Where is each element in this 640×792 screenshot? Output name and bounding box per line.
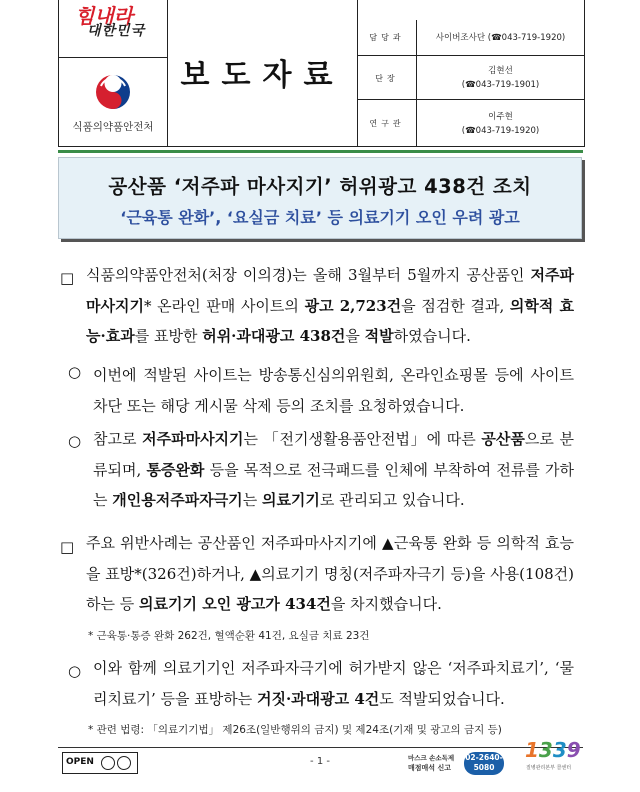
emphasis-text: 의학적 효능·효과 — [86, 296, 575, 345]
emphasis-text: 의료기기 오인 광고가 434건 — [139, 595, 331, 613]
contact-label: 단장 — [358, 56, 417, 100]
doc-type-cell — [168, 0, 358, 146]
slogan-line1: 힘내라 — [75, 4, 133, 28]
contact-label: 담당과 — [358, 20, 417, 55]
contact-line: (☎043-719-1901) — [461, 80, 540, 90]
press-header — [58, 0, 585, 147]
body-text: 등을 목적으로 전극패드를 인체에 부착하여 전류를 가하는 — [93, 460, 574, 509]
paragraph-5 — [93, 653, 574, 714]
body-text: 이와 함께 의료기기인 저주파자극기에 허가받지 않은 ‘저주파치료기’, ‘물리치료기’ 등을 표방하는 — [93, 659, 574, 708]
headline-box — [58, 157, 582, 239]
main-headline: 공산품 ‘저주파 마사지기’ 허위광고 438건 조치 — [108, 175, 532, 198]
body-text: 하였습니다. — [393, 327, 471, 345]
body-text: 로 관리되고 있습니다. — [319, 491, 465, 509]
government-emblem-icon — [95, 74, 131, 110]
emphasis-text: 적발 — [364, 327, 394, 345]
square-bullet: □ — [60, 269, 75, 287]
open-label: OPEN — [66, 757, 94, 767]
body-text: 주요 위반사례는 공산품인 저주파마사지기에 ▲근육통 완화 등 의학적 효능을 표방*(326건)하거나, ▲의료기기 명칭(저주파자극기 등)을 사용(108건)하는 등 — [86, 534, 574, 613]
emphasis-text: 허위·과대광고 438건 — [202, 327, 346, 345]
contact-table — [358, 0, 584, 146]
green-rule-top — [58, 150, 583, 153]
emphasis-text: 저주파마사지기 — [86, 266, 574, 315]
contact-value — [417, 100, 584, 147]
body-text: 를 표방한 — [134, 327, 203, 345]
body-text: 식품의약품안전처(처장 이의경)는 올해 3월부터 5월까지 공산품인 — [86, 266, 531, 284]
contact-row-department — [358, 0, 584, 55]
paragraph-1 — [86, 260, 574, 352]
body-text: 도 적발되었습니다. — [379, 689, 505, 708]
sub-headline: ‘근육통 완화’, ‘요실금 치료’ 등 의료기기 오인 우려 광고 — [120, 208, 520, 227]
emphasis-text: 광고 2,723건 — [304, 296, 402, 315]
contact-line: 이주현 — [488, 111, 513, 122]
footer-rule — [58, 747, 583, 748]
contact-line: 사이버조사단 (☎043-719-1920) — [435, 32, 566, 43]
body-text: 참고로 — [93, 430, 143, 448]
emphasis-text: 거짓·과대광고 4건 — [256, 689, 380, 708]
hotline-digit: 3 — [538, 738, 553, 762]
report-line2: 매점매석 신고 — [408, 764, 452, 772]
divider — [59, 57, 167, 58]
body-text: * 온라인 판매 사이트의 — [143, 296, 305, 315]
slogan-logo — [67, 0, 159, 52]
hotline-digit: 1 — [525, 738, 539, 762]
contact-value — [417, 56, 584, 100]
contact-row-head — [358, 55, 584, 100]
body-text: 는 「전기생활용품안전법」에 따른 — [243, 430, 482, 448]
paragraph-3 — [93, 424, 574, 516]
report-line1: 마스크 손소독제 — [408, 754, 455, 762]
body-text: 을 점검한 결과, — [401, 296, 510, 315]
logo-cell — [59, 0, 168, 146]
contact-label: 연구관 — [358, 100, 417, 147]
circle-bullet: ○ — [68, 432, 82, 450]
hotline-1339-logo — [525, 738, 581, 762]
emphasis-text: 의료기기 — [261, 491, 320, 509]
square-bullet: □ — [60, 538, 75, 556]
body-text: 는 — [242, 491, 262, 509]
paragraph-4 — [86, 528, 574, 620]
contact-line: 김현선 — [488, 66, 513, 76]
contact-line: (☎043-719-1920) — [461, 125, 540, 136]
paragraph-2 — [93, 360, 574, 421]
body-text: 을 차지했습니다. — [330, 595, 442, 613]
report-phone-badge: 02-2640-5080 — [464, 752, 504, 775]
report-hotline-logo — [408, 751, 508, 775]
emphasis-text: 공산품 — [481, 430, 525, 448]
footnote-2: * 관련 법령: 「의료기기법」 제26조(일반행위의 금지) 및 제24조(기재 및 광고의 금지 등) — [88, 724, 502, 736]
circle-bullet: ○ — [68, 363, 82, 381]
emphasis-text: 통증완화 — [146, 460, 205, 479]
slogan-line2: 대한민국 — [87, 23, 146, 39]
footnote-1: * 근육통·통증 완화 262건, 혈액순환 41건, 요실금 치료 23건 — [88, 630, 370, 642]
page-number: - 1 - — [310, 756, 330, 767]
contact-row-researcher — [358, 99, 584, 147]
hotline-digit: 9 — [566, 738, 581, 762]
emphasis-text: 개인용저주파자극기 — [112, 491, 243, 509]
hotline-digit: 3 — [552, 738, 567, 762]
emphasis-text: 저주파마사지기 — [142, 430, 244, 448]
agency-name: 식품의약품안전처 — [72, 121, 154, 133]
doc-type-title: 보도자료 — [180, 58, 345, 93]
circle-bullet: ○ — [68, 662, 82, 680]
body-text: 으로 분류되며, — [93, 430, 574, 479]
body-text: 을 — [345, 327, 365, 345]
hotline-caption: 질병관리본부 콜센터 — [526, 765, 572, 771]
contact-value — [417, 20, 584, 55]
body-text: 이번에 적발된 사이트는 방송통신심의위원회, 온라인쇼핑몰 등에 사이트 차단 또는 해당 게시물 삭제 등의 조치를 요청하였습니다. — [93, 366, 574, 415]
